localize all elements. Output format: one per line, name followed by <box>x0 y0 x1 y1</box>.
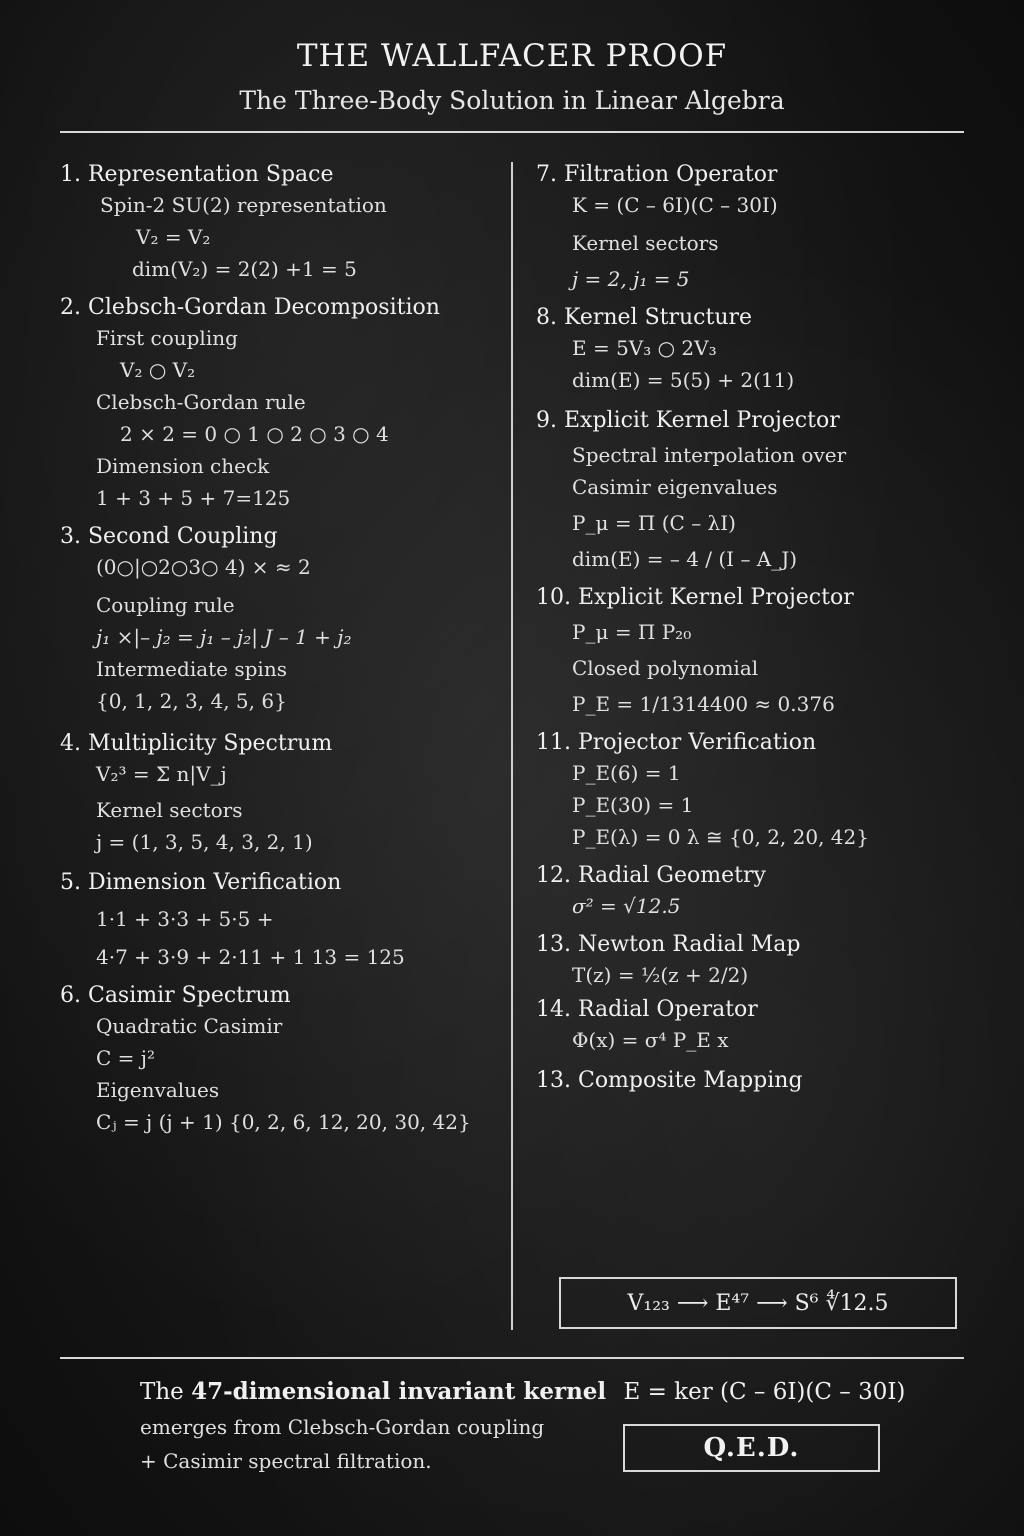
section-line: σ² = √12.5 <box>572 894 681 918</box>
section-line: V₂³ = Σ n|V_j <box>96 762 227 786</box>
section-line: 1 + 3 + 5 + 7=125 <box>96 486 291 510</box>
conclusion-heading <box>140 1378 940 1405</box>
section-line: j = 2, j₁ = 5 <box>572 267 690 291</box>
section-casimir-spectrum <box>60 983 500 1134</box>
section-line: P_μ = Π P₂₀ <box>572 620 692 644</box>
section-newton-radial-map <box>536 932 976 987</box>
section-line: Eigenvalues <box>96 1078 220 1102</box>
section-line: Clebsch-Gordan rule <box>96 390 306 414</box>
section-line: P_μ = Π (C – λI) <box>572 511 736 535</box>
section-radial-geometry <box>536 863 976 918</box>
section-title: 5. Dimension Verification <box>60 870 342 895</box>
section-title: 13. Composite Mapping <box>536 1068 803 1093</box>
section-line: 1·1 + 3·3 + 5·5 + <box>96 907 274 931</box>
conclusion-line: emerges from Clebsch-Gordan coupling <box>140 1415 545 1439</box>
section-projector-verification <box>536 730 976 849</box>
section-line: Dimension check <box>96 454 270 478</box>
section-line: K = (C – 6I)(C – 30I) <box>572 193 778 217</box>
section-explicit-kernel-projector-2 <box>536 585 976 716</box>
section-line: P_E(30) = 1 <box>572 793 694 817</box>
composite-mapping-box: V₁₂₃ ⟶ E⁴⁷ ⟶ S⁶ ∜12.5 <box>559 1277 957 1329</box>
page-subtitle: The Three-Body Solution in Linear Algebra <box>239 86 785 115</box>
section-line: V₂ = V₂ <box>136 225 211 249</box>
section-title: 12. Radial Geometry <box>536 863 766 888</box>
conclusion-prefix: The <box>140 1379 184 1405</box>
section-line: T(z) = ½(z + 2/2) <box>572 963 749 987</box>
section-line: E = 5V₃ ○ 2V₃ <box>572 336 717 360</box>
section-line: j₁ ×|– j₂ = j₁ – j₂| J – 1 + j₂ <box>96 625 352 649</box>
page-title: THE WALLFACER PROOF <box>296 38 728 74</box>
right-column <box>536 162 976 1105</box>
section-title: 7. Filtration Operator <box>536 162 778 187</box>
section-filtration-operator <box>536 162 976 291</box>
section-title: 10. Explicit Kernel Projector <box>536 585 854 610</box>
section-line: P_E(λ) = 0 λ ≅ {0, 2, 20, 42} <box>572 825 869 849</box>
header-divider <box>60 131 964 133</box>
section-title: 1. Representation Space <box>60 162 334 187</box>
section-representation-space <box>60 162 500 281</box>
section-title: 11. Projector Verification <box>536 730 817 755</box>
section-title: 8. Kernel Structure <box>536 305 753 330</box>
section-line: Casimir eigenvalues <box>572 475 778 499</box>
section-line: V₂ ○ V₂ <box>120 358 196 382</box>
section-title: 2. Clebsch-Gordan Decomposition <box>60 295 440 320</box>
left-column <box>60 162 500 1146</box>
column-divider <box>511 162 513 1330</box>
section-line: Kernel sectors <box>96 798 243 822</box>
section-line: j = (1, 3, 5, 4, 3, 2, 1) <box>96 830 313 854</box>
footer-divider <box>60 1357 964 1359</box>
section-line: 2 × 2 = 0 ○ 1 ○ 2 ○ 3 ○ 4 <box>120 422 389 446</box>
section-title: 14. Radial Operator <box>536 997 758 1022</box>
section-line: P_E = 1/1314400 ≈ 0.376 <box>572 692 835 716</box>
section-line: 4·7 + 3·9 + 2·11 + 1 13 = 125 <box>96 945 405 969</box>
section-title: 13. Newton Radial Map <box>536 932 801 957</box>
section-line: Cⱼ = j (j + 1) {0, 2, 6, 12, 20, 30, 42} <box>96 1110 471 1134</box>
section-line: Spectral interpolation over <box>572 443 847 467</box>
section-line: Closed polynomial <box>572 656 759 680</box>
section-line: First coupling <box>96 326 238 350</box>
section-composite-mapping <box>536 1068 976 1093</box>
section-radial-operator <box>536 997 976 1052</box>
section-line: P_E(6) = 1 <box>572 761 681 785</box>
section-kernel-structure <box>536 305 976 392</box>
section-line: Spin-2 SU(2) representation <box>100 193 387 217</box>
section-title: 6. Casimir Spectrum <box>60 983 291 1008</box>
section-explicit-kernel-projector-1 <box>536 408 976 571</box>
section-line: dim(E) = 5(5) + 2(11) <box>572 368 795 392</box>
section-line: {0, 1, 2, 3, 4, 5, 6} <box>96 689 287 713</box>
section-line: Φ(x) = σ⁴ P_E x <box>572 1028 729 1052</box>
section-line: dim(V₂) = 2(2) +1 = 5 <box>132 257 357 281</box>
section-title: 9. Explicit Kernel Projector <box>536 408 840 433</box>
section-line: Intermediate spins <box>96 657 287 681</box>
section-line: C = j² <box>96 1046 155 1070</box>
conclusion-formula: E = ker (C – 6I)(C – 30I) <box>623 1379 906 1405</box>
section-title: 4. Multiplicity Spectrum <box>60 731 333 756</box>
section-line: Kernel sectors <box>572 231 719 255</box>
section-line: Coupling rule <box>96 593 235 617</box>
section-line: (0○|○2○3○ 4) × ≈ 2 <box>96 555 311 579</box>
section-clebsch-gordan <box>60 295 500 510</box>
section-multiplicity-spectrum <box>60 731 500 854</box>
section-line: Quadratic Casimir <box>96 1014 283 1038</box>
conclusion-emphasis: 47-dimensional invariant kernel <box>191 1378 607 1405</box>
section-second-coupling <box>60 524 500 713</box>
conclusion-line: + Casimir spectral filtration. <box>140 1449 432 1473</box>
section-line: dim(E) = – 4 / (I – A_J) <box>572 547 798 571</box>
qed-box: Q.E.D. <box>623 1424 880 1472</box>
section-title: 3. Second Coupling <box>60 524 278 549</box>
section-dimension-verification <box>60 870 500 969</box>
